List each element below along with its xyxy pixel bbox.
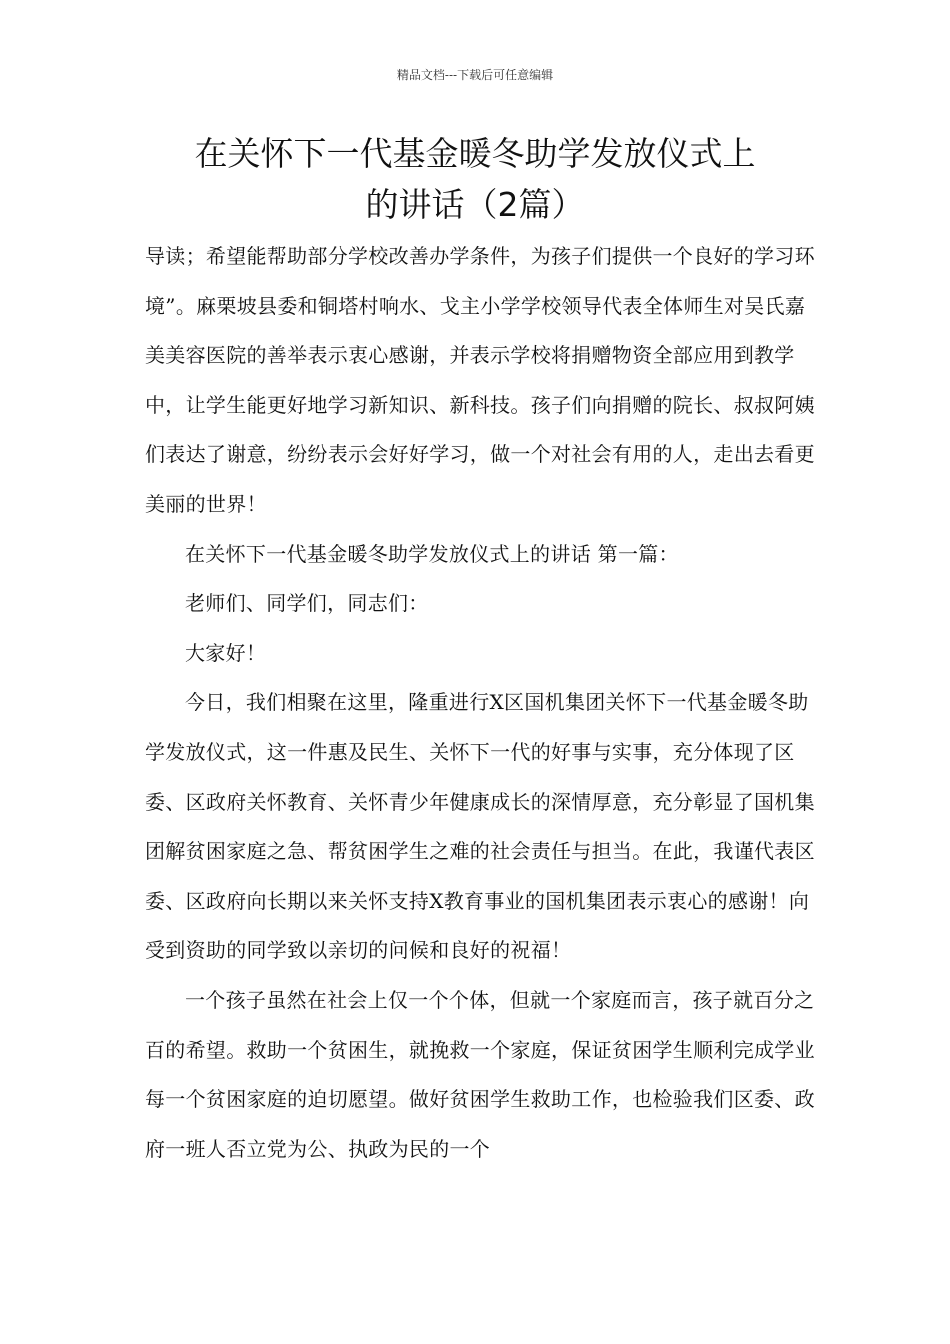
body-paragraph: 今日，我们相聚在这里，隆重进行X区国机集团关怀下一代基金暖冬助学发放仪式，这一件惠及民生、关怀下一代的好事与实事，充分体现了区委、区政府关怀教育、关怀青少年健康成长的深情厚意，充分彰显了国机集团解贫困家庭之急、帮贫困学生之难的社会责任与担当。在此，我谨代表区委、区政府向长期以来关怀支持X教育事业的国机集团表示衷心的感谢！向受到资助的同学致以亲切的问候和良好的祝福！ [145, 690, 815, 963]
title-line-1: 在关怀下一代基金暖冬助学发放仪式上 [194, 134, 756, 173]
salutation: 老师们、同学们，同志们： [185, 591, 429, 616]
body-paragraph: 一个孩子虽然在社会上仅一个个体，但就一个家庭而言，孩子就百分之百的希望。救助一个贫困生，就挽救一个家庭，保证贫困学生顺利完成学业每一个贫困家庭的迫切愿望。做好贫困学生救助工作，也检验我们区委、政府一班人否立党为公、执政为民的一个 [145, 987, 815, 1161]
header-note: 精品文档---下载后可任意编辑 [396, 68, 554, 82]
section-heading: 在关怀下一代基金暖冬助学发放仪式上的讲话 第一篇： [185, 541, 679, 566]
title-line-2: 的讲话（2篇） [365, 185, 585, 224]
greeting: 大家好！ [185, 640, 267, 665]
document-title [120, 128, 830, 230]
intro-paragraph: 导读；希望能帮助部分学校改善办学条件，为孩子们提供一个良好的学习环境”。麻栗坡县委和铜塔村响水、戈主小学学校领导代表全体师生对吴氏嘉美美容医院的善举表示衷心感谢，并表示学校将捐赠物资全部应用到教学中，让学生能更好地学习新知识、新科技。孩子们向捐赠的院长、叔叔阿姨们表达了谢意，纷纷表示会好好学习，做一个对社会有用的人，走出去看更美丽的世界！ [145, 244, 815, 516]
document-body [145, 232, 825, 1174]
